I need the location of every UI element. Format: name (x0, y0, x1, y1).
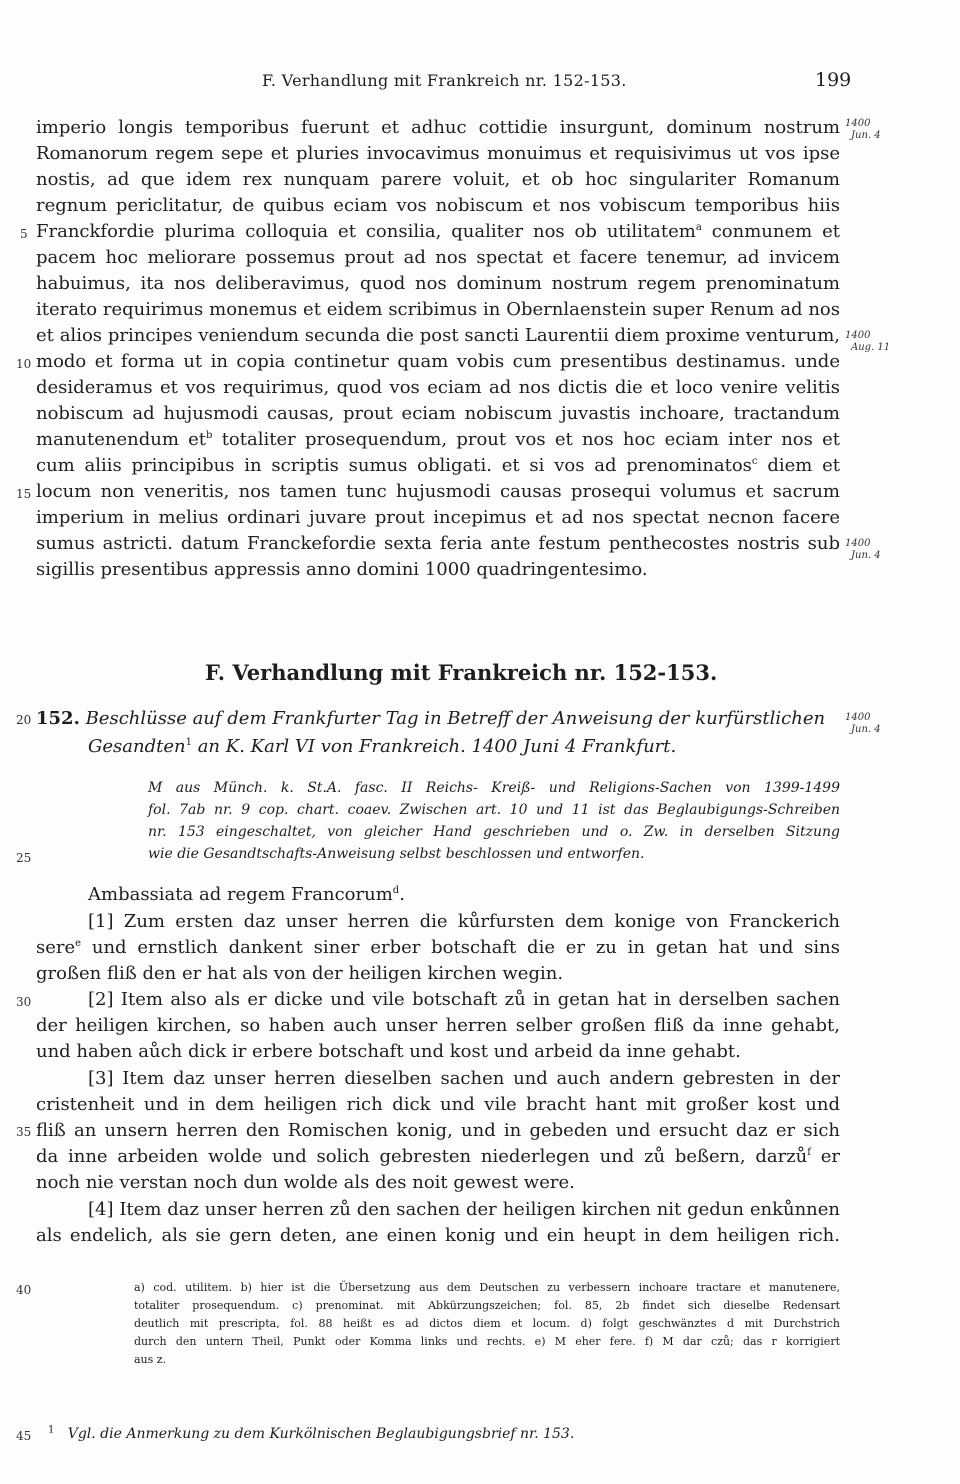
text-line: et alios principes veniendum secunda die post sancti Laurentii diem proxime venturum, (36, 325, 840, 346)
margin-date (845, 538, 881, 562)
text-line: [3] Item daz unser herren dieselben sachen und auch andern gebresten in der (88, 1068, 840, 1089)
margin-day: Jun. 4 (851, 724, 881, 735)
line-number: 35 (16, 1125, 32, 1139)
entry-number: 152. (36, 708, 80, 729)
text-segment: da inne arbeiden wolde und solich gebresten niederlegen und zů beßern, darzů (36, 1146, 808, 1167)
line-number: 5 (20, 227, 28, 241)
text-line: [2] Item also als er dicke und vile botschaft zů in getan hat in derselben sachen (88, 989, 840, 1010)
source-line: M aus Münch. k. St.A. fasc. II Reichs- Kreiß- und Religions-Sachen von 1399-1499 (148, 780, 840, 796)
text-segment: Ambassiata ad regem Francorum (88, 884, 393, 905)
text-line: der heiligen kirchen, so haben auch unser herren selber großen fliß da inne gehabt, (36, 1015, 840, 1036)
text-line: iterato requirimus monemus et eidem scribimus in Obernlaenstein super Renum ad nos (36, 299, 840, 320)
source-line: fol. 7ab nr. 9 cop. chart. coaev. Zwischen art. 10 und 11 ist das Beglaubigungs-Schreiben (148, 802, 840, 818)
margin-year: 1400 (845, 538, 871, 549)
text-line: und haben aůch dick ir erbere botschaft und kost und arbeid da inne gehabt. (36, 1041, 741, 1062)
source-line: wie die Gesandtschafts-Anweisung selbst beschlossen und entworfen. (148, 846, 645, 862)
entry-title (36, 708, 825, 730)
section-heading: F. Verhandlung mit Frankreich nr. 152-153. (205, 660, 718, 685)
footnote-line: totaliter prosequendum. c) prenominat. mit Abkürzungszeichen; fol. 85, 2b findet sich dieselbe Redensart (134, 1299, 840, 1312)
text-line: modo et forma ut in copia continetur quam vobis cum presentibus destinamus. unde (36, 351, 840, 372)
line-number: 45 (16, 1429, 32, 1443)
margin-year: 1400 (845, 330, 871, 341)
text-line (36, 1146, 840, 1168)
entry-title-text: Gesandten (88, 736, 186, 757)
margin-year: 1400 (845, 118, 871, 129)
footnote-mark: 1 (185, 737, 192, 748)
text-line (36, 221, 840, 243)
margin-date (845, 330, 890, 354)
text-line (36, 455, 840, 477)
german-heading: Ambassiata ad regem Francorum$^d$. (88, 884, 405, 905)
source-line: nr. 153 eingeschaltet, von gleicher Hand geschrieben und o. Zw. in derselben Sitzung (148, 824, 840, 840)
margin-date (845, 118, 881, 142)
footnote-mark: e (75, 938, 82, 949)
margin-day: Jun. 4 (851, 550, 881, 561)
text-line (36, 937, 840, 959)
text-line: großen fliß den er hat als von der heiligen kirchen wegin. (36, 963, 564, 984)
text-line: fliß an unsern herren den Romischen konig, und in gebeden und ersucht daz er sich (36, 1120, 840, 1141)
text-segment: cum aliis principibus in scriptis sumus obligati. et si vos ad prenominatos (36, 455, 752, 476)
line-number: 25 (16, 851, 32, 865)
text-line: Romanorum regem sepe et pluries invocavimus monuimus et requisivimus ut vos ipse (36, 143, 840, 164)
footnote-line: a) cod. utilitem. b) hier ist die Übersetzung aus dem Deutschen zu verbessern inchoare tractare et manutenere, (134, 1281, 840, 1294)
footnote-text: Vgl. die Anmerkung zu dem Kurkölnischen Beglaubigungsbrief nr. 153. (67, 1426, 575, 1442)
text-line: sumus astricti. datum Franckefordie sexta feria ante festum penthecostes nostris sub (36, 533, 840, 554)
text-line: imperium in melius ordinari juvare prout incepimus et ad nos spectat necnon facere (36, 507, 840, 528)
text-line: desideramus et vos requirimus, quod vos eciam ad nos dictis die et loco venire velitis (36, 377, 840, 398)
line-number: 30 (16, 995, 32, 1009)
text-line: cristenheit und in dem heiligen rich dick und vile bracht hant mit großer kost und (36, 1094, 840, 1115)
bottom-footnote (48, 1426, 574, 1442)
text-segment: manutenendum et (36, 429, 207, 450)
text-line: imperio longis temporibus fuerunt et adhuc cottidie insurgunt, dominum nostrum (36, 117, 840, 138)
text-line: regnum periclitatur, de quibus eciam vos nobiscum et nos vobiscum temporibus hiis (36, 195, 840, 216)
text-line: [1] Zum ersten daz unser herren die kůrfursten dem konige von Franckerich (88, 911, 840, 932)
line-number: 20 (16, 713, 32, 727)
page-number: 199 (815, 69, 852, 91)
text-line: noch nie verstan noch dun wolde als des noit gewest were. (36, 1172, 575, 1193)
margin-year: 1400 (845, 712, 871, 723)
line-number: 10 (16, 357, 32, 371)
footnote-line: aus z. (134, 1353, 167, 1366)
text-segment: diem et (767, 455, 840, 476)
text-line: als endelich, als sie gern deten, ane einen konig und ein heupt in dem heiligen rich. (36, 1225, 840, 1246)
text-line (36, 429, 840, 451)
text-segment: und ernstlich dankent siner erber botschaft die er zu in getan hat und sins (91, 937, 840, 958)
text-line: sigillis presentibus appressis anno domini 1000 quadringentesimo. (36, 559, 648, 580)
text-line: locum non veneritis, nos tamen tunc hujusmodi causas prosequi volumus et sacrum (36, 481, 840, 502)
footnote-mark: f (807, 1147, 811, 1158)
text-segment: Franckfordie plurima colloquia et consilia, qualiter nos ob utilitatem (36, 221, 696, 242)
text-segment: er (820, 1146, 840, 1167)
text-segment: conmunem et (711, 221, 840, 242)
entry-title-text: Beschlüsse auf dem Frankfurter Tag in Betreff der Anweisung der kurfürstlichen (85, 708, 826, 729)
footnote-line: durch den untern Theil, Punkt oder Komma links und rechts. e) M eher fere. f) M dar czů; das r korrigiert (134, 1335, 840, 1348)
footnote-mark: c (751, 456, 758, 467)
entry-title-text: an K. Karl VI von Frankreich. 1400 Juni 4 Frankfurt. (197, 736, 677, 757)
text-segment: sere (36, 937, 76, 958)
text-line: habuimus, ita nos deliberavimus, quod nos dominum nostrum regem prenominatum (36, 273, 840, 294)
line-number: 40 (16, 1283, 32, 1297)
text-line: nobiscum ad hujusmodi causas, prout eciam nobiscum juvastis inchoare, tractandum (36, 403, 840, 424)
text-line: [4] Item daz unser herren zů den sachen der heiligen kirchen nit gedun enkůnnen (88, 1199, 840, 1220)
entry-title-continued (88, 736, 676, 758)
margin-day: Jun. 4 (851, 130, 881, 141)
running-head: F. Verhandlung mit Frankreich nr. 152-153. (262, 71, 627, 90)
text-segment: totaliter prosequendum, prout vos et nos hoc eciam inter nos et (221, 429, 841, 450)
footnote-mark: d (392, 885, 400, 896)
text-line: nostis, ad que idem rex nunquam parere voluit, et ob hoc singulariter Romanum (36, 169, 840, 190)
text-line: pacem hoc meliorare possemus prout ad nos spectat et facere tenemur, ad invicem (36, 247, 840, 268)
footnote-mark: b (206, 430, 213, 441)
margin-day: Aug. 11 (851, 342, 891, 353)
margin-date (845, 712, 881, 736)
footnote-mark: 1 (48, 1424, 55, 1436)
footnote-line: deutlich mit prescripta, fol. 88 heißt es ad dictos diem et locum. d) folgt geschwänztes d mit Durchstrich (134, 1317, 840, 1330)
line-number: 15 (16, 487, 32, 501)
footnote-mark: a (695, 222, 702, 233)
